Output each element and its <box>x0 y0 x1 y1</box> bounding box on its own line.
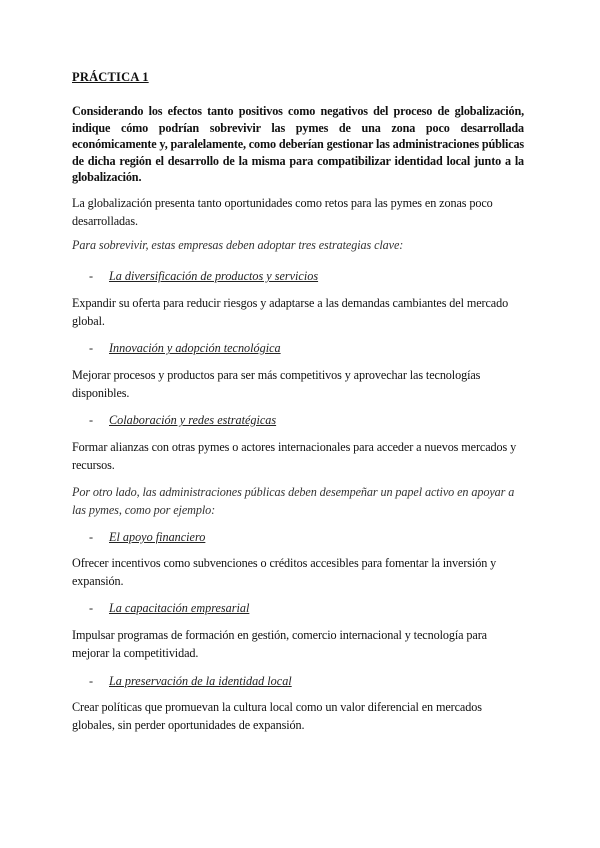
bullet-dash: - <box>89 269 94 283</box>
admin-bullet-3 <box>89 673 292 689</box>
bullet-dash: - <box>89 674 94 688</box>
strategy-label-2: Innovación y adopción tecnológica <box>109 341 281 355</box>
survival-intro: Para sobrevivir, estas empresas deben adoptar tres estrategias clave: <box>72 238 404 252</box>
strategy-label-3: Colaboración y redes estratégicas <box>109 413 277 427</box>
bullet-dash: - <box>89 601 94 615</box>
admin-label-2: La capacitación empresarial <box>109 601 250 615</box>
bullet-dash: - <box>89 530 94 544</box>
strategy-bullet-3 <box>89 412 276 428</box>
admin-intro: Por otro lado, las administraciones públicas deben desempeñar un papel activo en apoyar a las pymes, como por ejemplo: <box>72 485 515 517</box>
admin-text-1: Ofrecer incentivos como subvenciones o créditos accesibles para fomentar la inversión y expansión. <box>72 556 497 588</box>
strategy-bullet-1 <box>89 268 318 284</box>
strategy-text-3: Formar alianzas con otras pymes o actores internacionales para acceder a nuevos mercados y recursos. <box>72 440 517 472</box>
bullet-dash: - <box>89 341 94 355</box>
strategy-label-1: La diversificación de productos y servicios <box>109 269 319 283</box>
question-text: Considerando los efectos tanto positivos como negativos del proceso de globalización, indique cómo podrían sobrevivir las pymes de una zona poco desarrollada económicamente y, paralelamente, como deberían gestionar las administraciones públicas de dicha región el desarrollo de la misma para compatibilizar identidad local junto a la globalización. <box>72 104 524 185</box>
admin-label-3: La preservación de la identidad local <box>109 674 292 688</box>
admin-bullet-1 <box>89 529 205 545</box>
intro-paragraph: La globalización presenta tanto oportunidades como retos para las pymes en zonas poco desarrolladas. <box>72 196 493 228</box>
document-title: PRÁCTICA 1 <box>72 70 149 84</box>
strategy-text-2: Mejorar procesos y productos para ser más competitivos y aprovechar las tecnologías disponibles. <box>72 368 481 400</box>
admin-text-3: Crear políticas que promuevan la cultura local como un valor diferencial en mercados globales, sin perder oportunidades de expansión. <box>72 700 482 732</box>
admin-text-2: Impulsar programas de formación en gestión, comercio internacional y tecnología para mejorar la competitividad. <box>72 628 487 660</box>
admin-bullet-2 <box>89 600 249 616</box>
strategy-text-1: Expandir su oferta para reducir riesgos y adaptarse a las demandas cambiantes del mercado global. <box>72 296 509 328</box>
strategy-bullet-2 <box>89 340 281 356</box>
bullet-dash: - <box>89 413 94 427</box>
admin-label-1: El apoyo financiero <box>109 530 206 544</box>
